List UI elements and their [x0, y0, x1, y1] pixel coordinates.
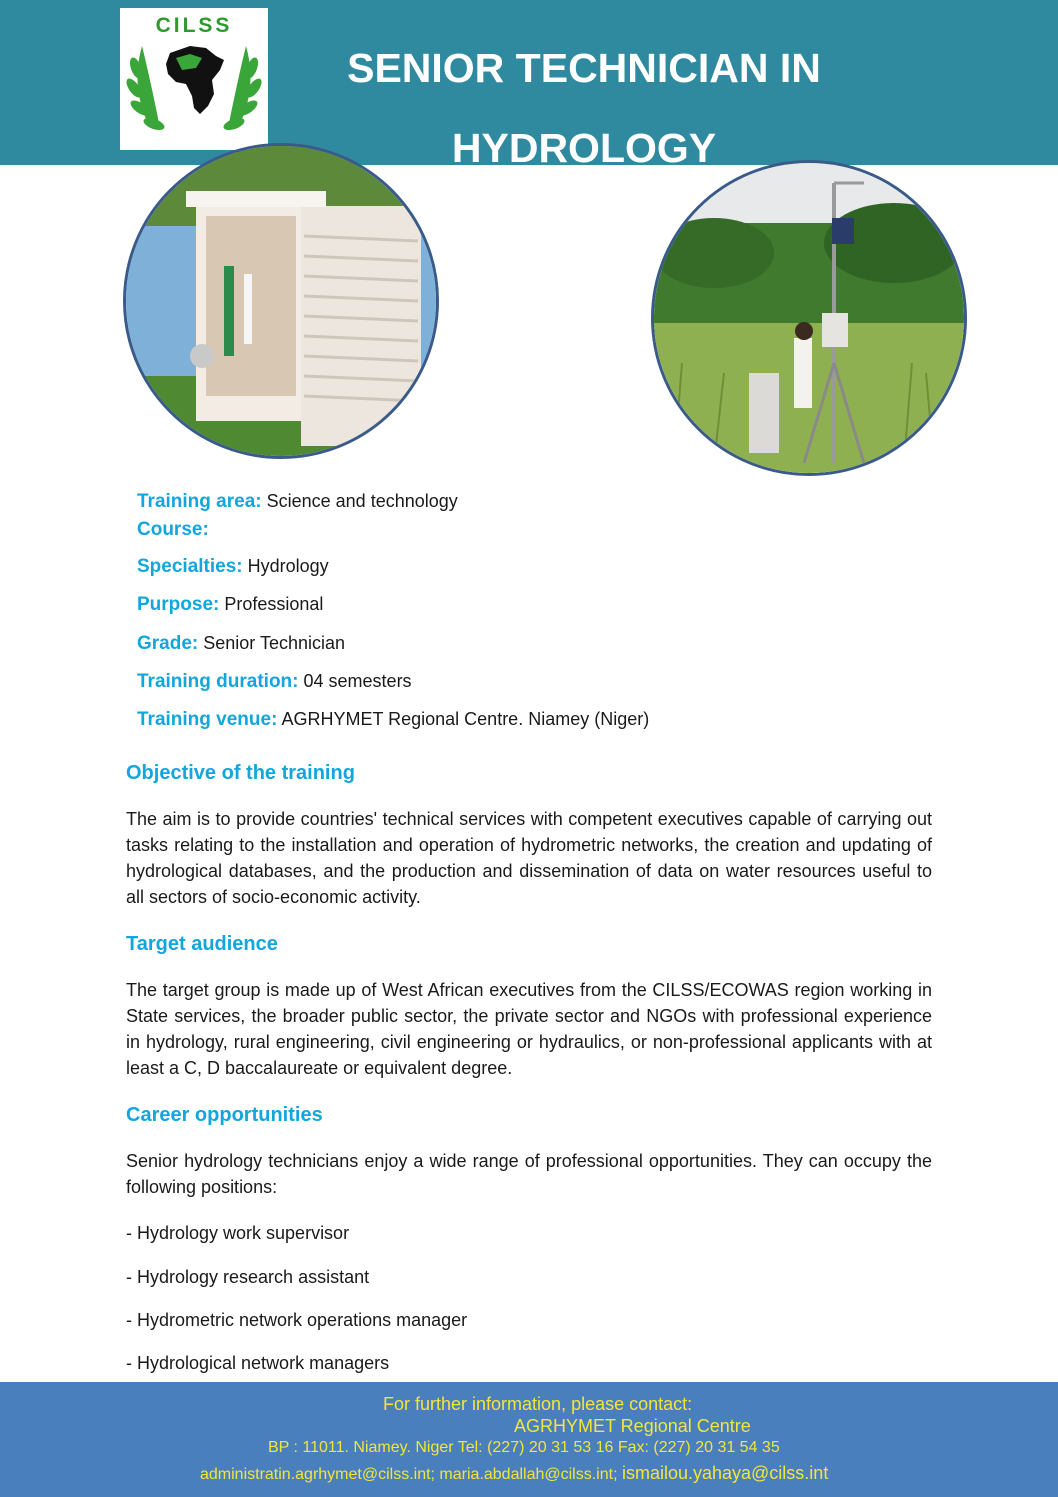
field-specialties	[137, 556, 837, 594]
field-training-venue	[137, 709, 837, 739]
field-label: Specialties:	[137, 556, 243, 577]
careers-paragraph: Senior hydrology technicians enjoy a wide range of professional opportunities. They can occupy the following positions:	[126, 1151, 932, 1197]
field-value: Senior Technician	[203, 633, 346, 653]
weather-station-photo	[651, 160, 967, 476]
footer-email-yahaya[interactable]: ismailou.yahaya@cilss.int	[621, 1463, 829, 1483]
field-training-duration	[137, 671, 837, 709]
field-purpose	[137, 594, 837, 633]
field-value: Science and technology	[266, 491, 458, 511]
careers-heading: Career opportunities	[126, 1104, 323, 1126]
audience-paragraph: The target group is made up of West African executives from the CILSS/ECOWAS region working in State services, the broader public sector, the private sector and NGOs with professional experience in hydrology, rural engineering, civil engineering or hydraulics, or non-professional applicants with at least a C, D baccalaureate or equivalent degree.	[126, 980, 932, 1078]
list-item: - Hydrological network managers	[126, 1353, 390, 1373]
footer-contact-line: For further information, please contact:	[383, 1394, 693, 1414]
field-value: Hydrology	[247, 556, 329, 576]
field-course	[137, 519, 837, 556]
title-line-1: SENIOR TECHNICIAN IN	[347, 45, 821, 91]
field-training-area	[137, 491, 837, 519]
logo-text: CILSS	[155, 14, 233, 37]
footer-address: BP : 11011. Niamey. Niger Tel: (227) 20 31 53 16 Fax: (227) 20 31 54 35	[268, 1439, 780, 1456]
field-label: Training duration:	[137, 671, 299, 692]
field-value: AGRHYMET Regional Centre. Niamey (Niger)	[281, 709, 650, 729]
field-label: Purpose:	[137, 594, 220, 615]
list-item: - Hydrology work supervisor	[126, 1223, 350, 1243]
objective-paragraph: The aim is to provide countries' technical services with competent executives capable of carrying out tasks relating to the installation and operation of hydrometric networks, the creation and updating of hydrological databases, and the production and dissemination of data on water resources useful to all sectors of socio-economic activity.	[126, 809, 932, 907]
weather-shelter-photo	[123, 143, 439, 459]
footer-emails	[200, 1463, 828, 1484]
objective-heading: Objective of the training	[126, 762, 355, 784]
field-value: Professional	[224, 594, 324, 614]
contact-footer	[0, 1382, 1058, 1497]
list-item: - Hydrometric network operations manager	[126, 1310, 468, 1330]
footer-centre-name: AGRHYMET Regional Centre	[514, 1416, 751, 1436]
field-value: 04 semesters	[303, 671, 412, 691]
cilss-logo	[120, 8, 268, 150]
title-line-2: HYDROLOGY	[451, 125, 717, 171]
footer-email-links[interactable]: administratin.agrhymet@cilss.int; maria.abdallah@cilss.int;	[200, 1466, 622, 1483]
field-label: Training venue:	[137, 709, 278, 730]
field-grade	[137, 633, 837, 671]
field-label: Course:	[137, 519, 209, 540]
header-banner	[0, 0, 1058, 171]
field-label: Grade:	[137, 633, 199, 654]
list-item: - Hydrology research assistant	[126, 1267, 370, 1287]
training-info-list	[137, 491, 837, 739]
field-label: Training area:	[137, 491, 262, 512]
audience-heading: Target audience	[126, 933, 278, 955]
